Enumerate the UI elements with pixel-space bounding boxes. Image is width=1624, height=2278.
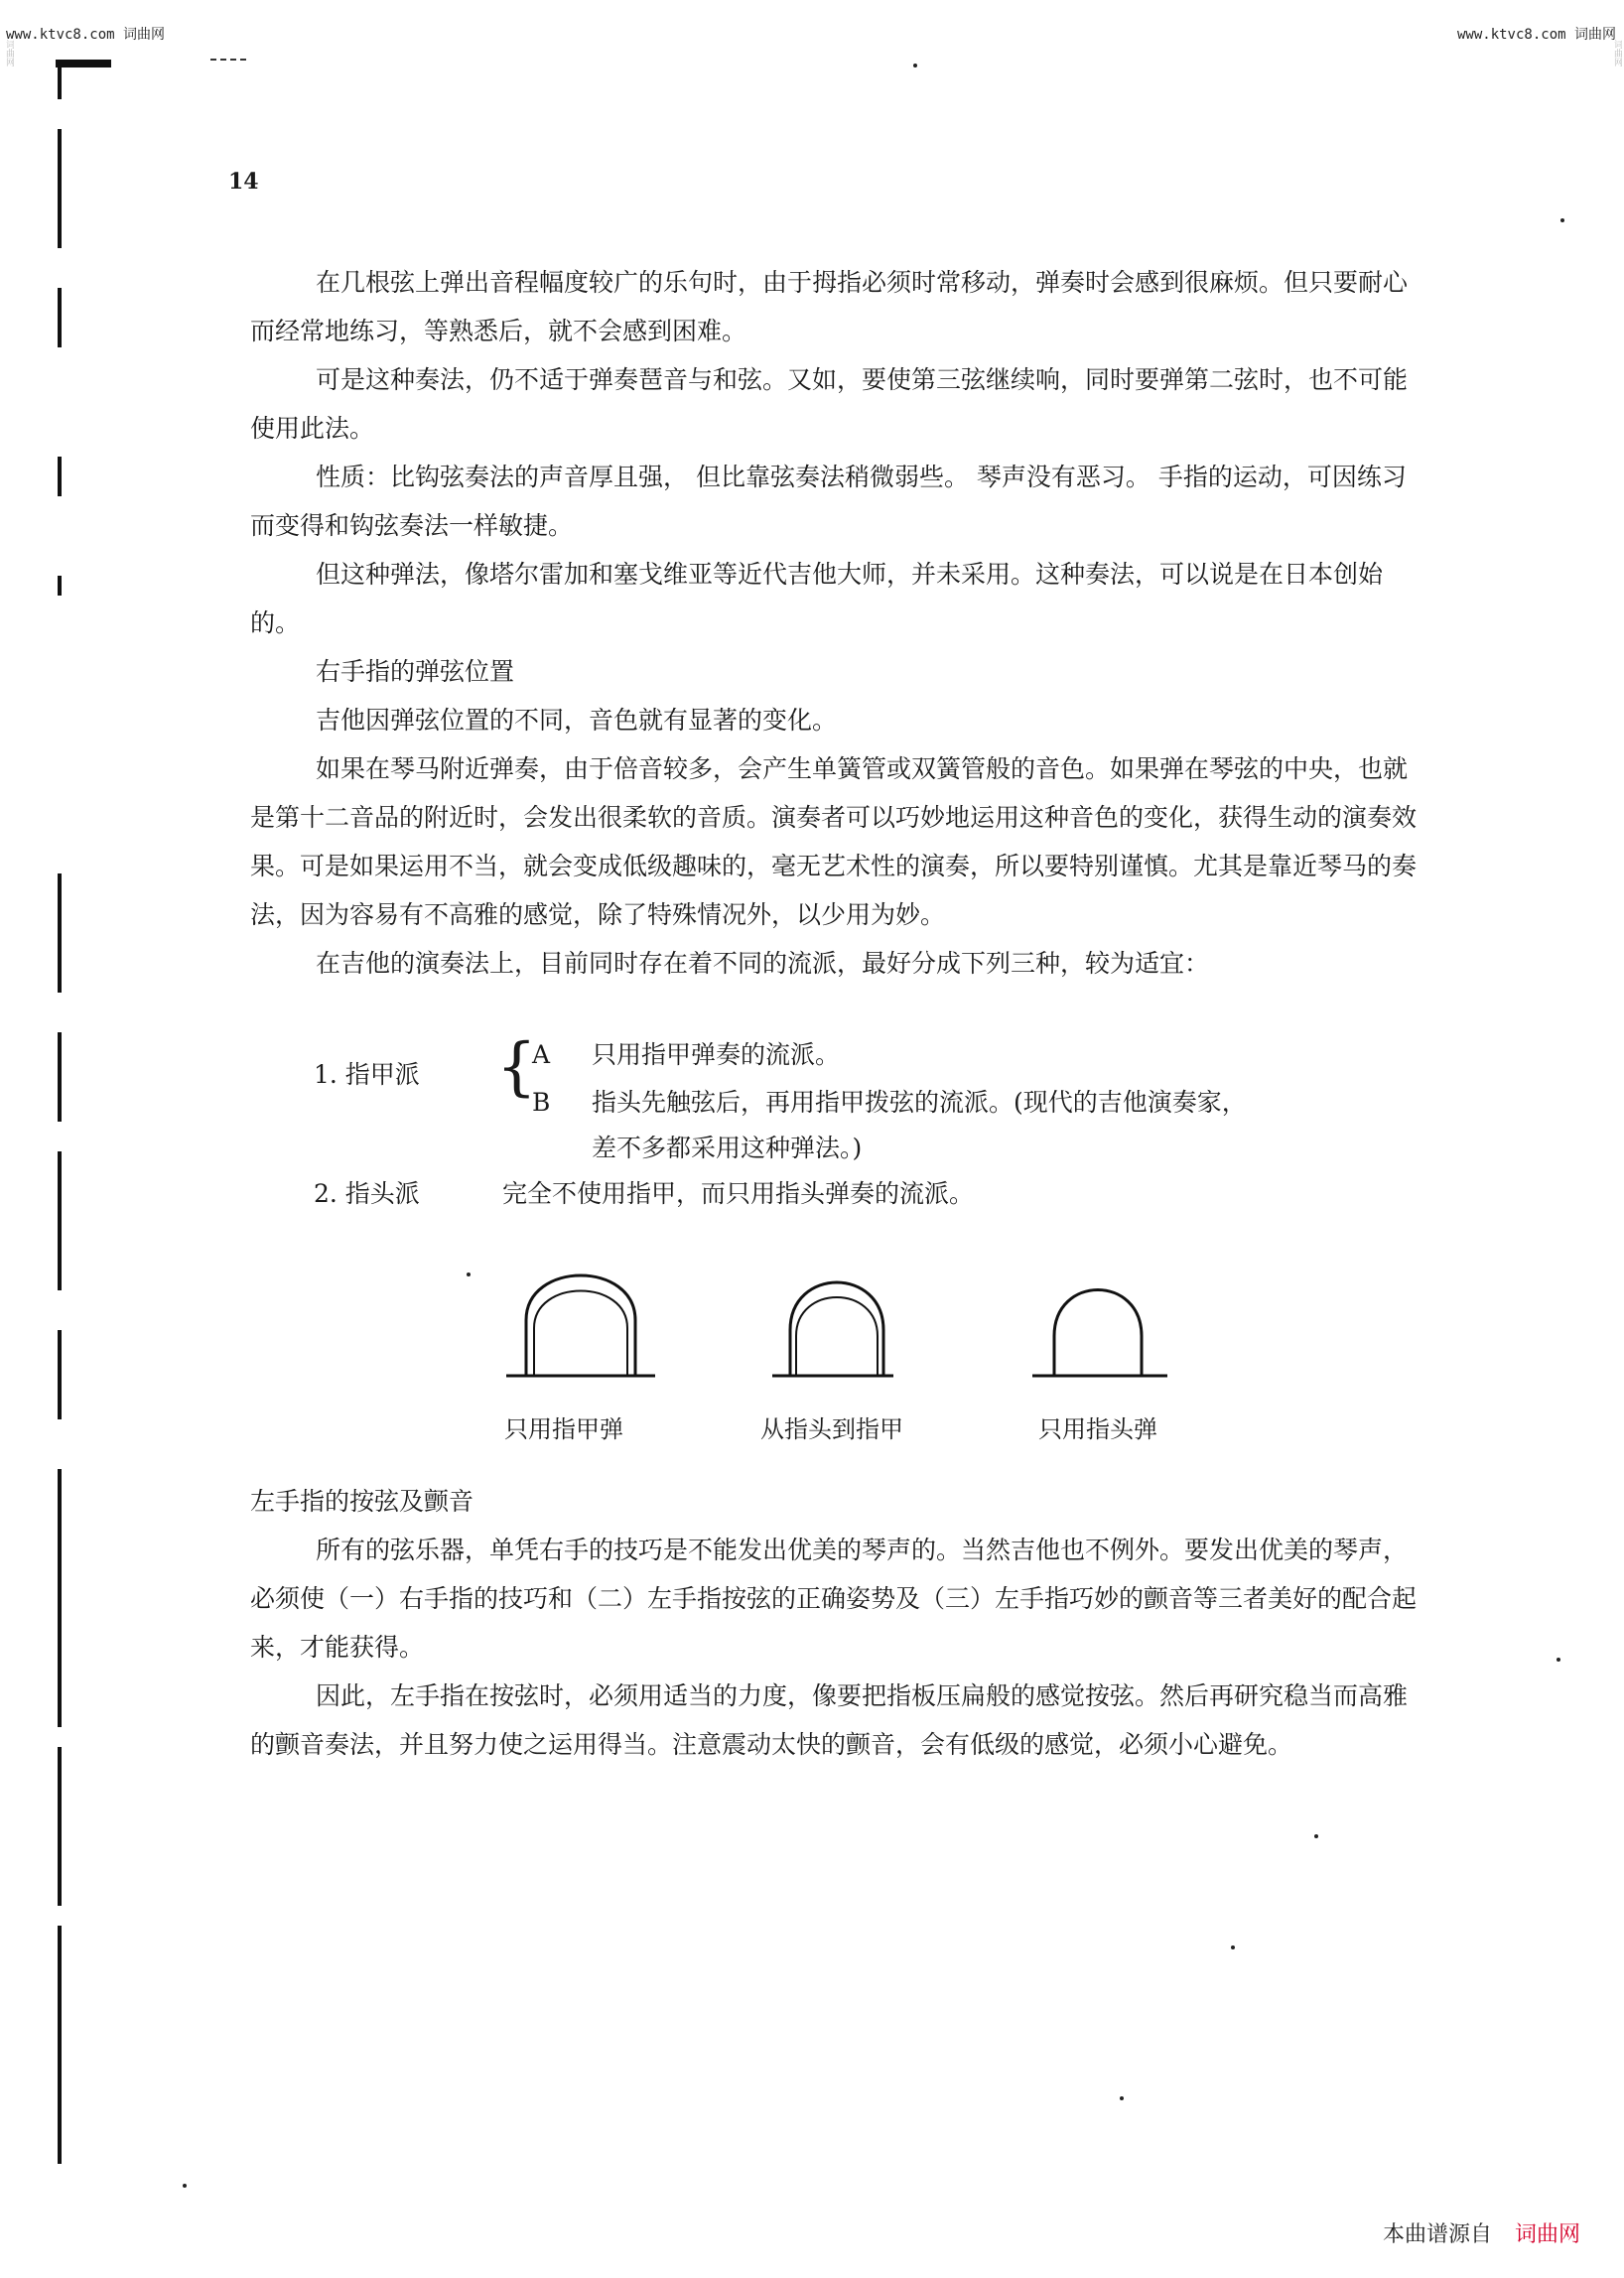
paragraph: 在几根弦上弹出音程幅度较广的乐句时，由于拇指必须时常移动，弹奏时会感到很麻烦。但只要耐心而经常地练习，等熟悉后，就不会感到困难。 <box>250 268 1409 345</box>
school-a-text: 只用指甲弹奏的流派。 <box>592 1040 841 1069</box>
body-text <box>250 258 1421 988</box>
side-watermark-right <box>1610 40 1622 2263</box>
scan-speck <box>183 2184 187 2188</box>
paragraph: 在吉他的演奏法上，目前同时存在着不同的流派，最好分成下列三种，较为适宜： <box>316 949 1210 978</box>
scan-left-edge <box>58 60 66 2223</box>
scan-speck <box>1556 1658 1560 1662</box>
paragraph: 但这种弹法，像塔尔雷加和塞戈维亚等近代吉他大师，并未采用。这种奏法，可以说是在日本创始的。 <box>250 560 1384 637</box>
paragraph: 可是这种奏法，仍不适于弹奏琶音与和弦。又如，要使第三弦继续响，同时要弹第二弦时，也不可能使用此法。 <box>250 365 1409 443</box>
left-hand-section <box>250 1477 1421 1769</box>
section-heading: 右手指的弹弦位置 <box>316 657 515 686</box>
scan-speck <box>913 64 917 67</box>
school-nail-label: 1. 指甲派 <box>314 1060 420 1089</box>
paragraph: 吉他因弹弦位置的不同，音色就有显著的变化。 <box>316 706 838 735</box>
section-heading: 左手指的按弦及颤音 <box>250 1487 474 1516</box>
school-a-marker: A <box>532 1040 551 1069</box>
side-watermark-text: 词曲网 <box>1612 40 1622 67</box>
school-b-marker: B <box>532 1088 551 1117</box>
arch-finger-only <box>1032 1290 1167 1377</box>
scan-speck <box>1314 1834 1318 1838</box>
arch-finger-to-nail <box>772 1282 893 1376</box>
brace-icon: { <box>496 1030 537 1104</box>
school-b-text-cont: 差不多都采用这种弹法。) <box>592 1134 863 1162</box>
paragraph: 因此，左手指在按弦时，必须用适当的力度，像要把指板压扁般的感觉按弦。然后再研究稳当而高雅的颤音奏法，并且努力使之运用得当。注意震动太快的颤音，会有低级的感觉，必须小心避免。 <box>250 1681 1409 1759</box>
arch-nail-only <box>506 1275 655 1376</box>
footer <box>1383 2217 1580 2248</box>
side-watermark-text: 词曲网 <box>4 40 14 67</box>
school-b-text: 指头先触弦后，再用指甲拨弦的流派。(现代的吉他演奏家， <box>592 1088 1247 1117</box>
watermark-left: www.ktvc8.com 词曲网 <box>6 27 166 43</box>
watermark-right: www.ktvc8.com 词曲网 <box>1456 27 1616 43</box>
caption-finger-only: 只用指头弹 <box>1038 1415 1157 1443</box>
scan-speck <box>1560 218 1564 222</box>
caption-nail-only: 只用指甲弹 <box>504 1415 623 1443</box>
scan-speck <box>1120 2096 1124 2100</box>
side-watermark-left <box>2 40 14 2263</box>
paragraph: 性质：比钩弦奏法的声音厚且强， 但比靠弦奏法稍微弱些。 琴声没有恶习。 手指的运动，可因练习而变得和钩弦奏法一样敏捷。 <box>250 463 1407 540</box>
scan-speck <box>1231 1945 1235 1949</box>
footer-source-text: 本曲谱源自 <box>1382 2222 1492 2247</box>
scan-top-dash <box>210 59 246 63</box>
caption-finger-to-nail: 从指头到指甲 <box>760 1415 903 1443</box>
footer-brand-link[interactable]: 词曲网 <box>1514 2222 1580 2247</box>
paragraph: 如果在琴马附近弹奏，由于倍音较多，会产生单簧管或双簧管般的音色。如果弹在琴弦的中央，也就是第十二音品的附近时，会发出很柔软的音质。演奏者可以巧妙地运用这种音色的变化，获得生动的演奏效果。可是如果运用不当，就会变成低级趣味的，毫无艺术性的演奏，所以要特别谨慎。尤其是靠近琴马的奏法，因为容易有不高雅的感觉，除了特殊情况外，以少用为妙。 <box>250 754 1418 929</box>
school-finger-text: 完全不使用指甲，而只用指头弹奏的流派。 <box>502 1179 975 1208</box>
scan-speck <box>467 1273 471 1276</box>
fingertip-diagram <box>496 1251 1191 1390</box>
paragraph: 所有的弦乐器，单凭右手的技巧是不能发出优美的琴声的。当然吉他也不例外。要发出优美的琴声，必须使（一）右手指的技巧和（二）左手指按弦的正确姿势及（三）左手指巧妙的颤音等三者美好的配合起来，才能获得。 <box>250 1536 1418 1662</box>
page-number: 14 <box>228 169 259 195</box>
school-finger-label: 2. 指头派 <box>314 1179 420 1208</box>
